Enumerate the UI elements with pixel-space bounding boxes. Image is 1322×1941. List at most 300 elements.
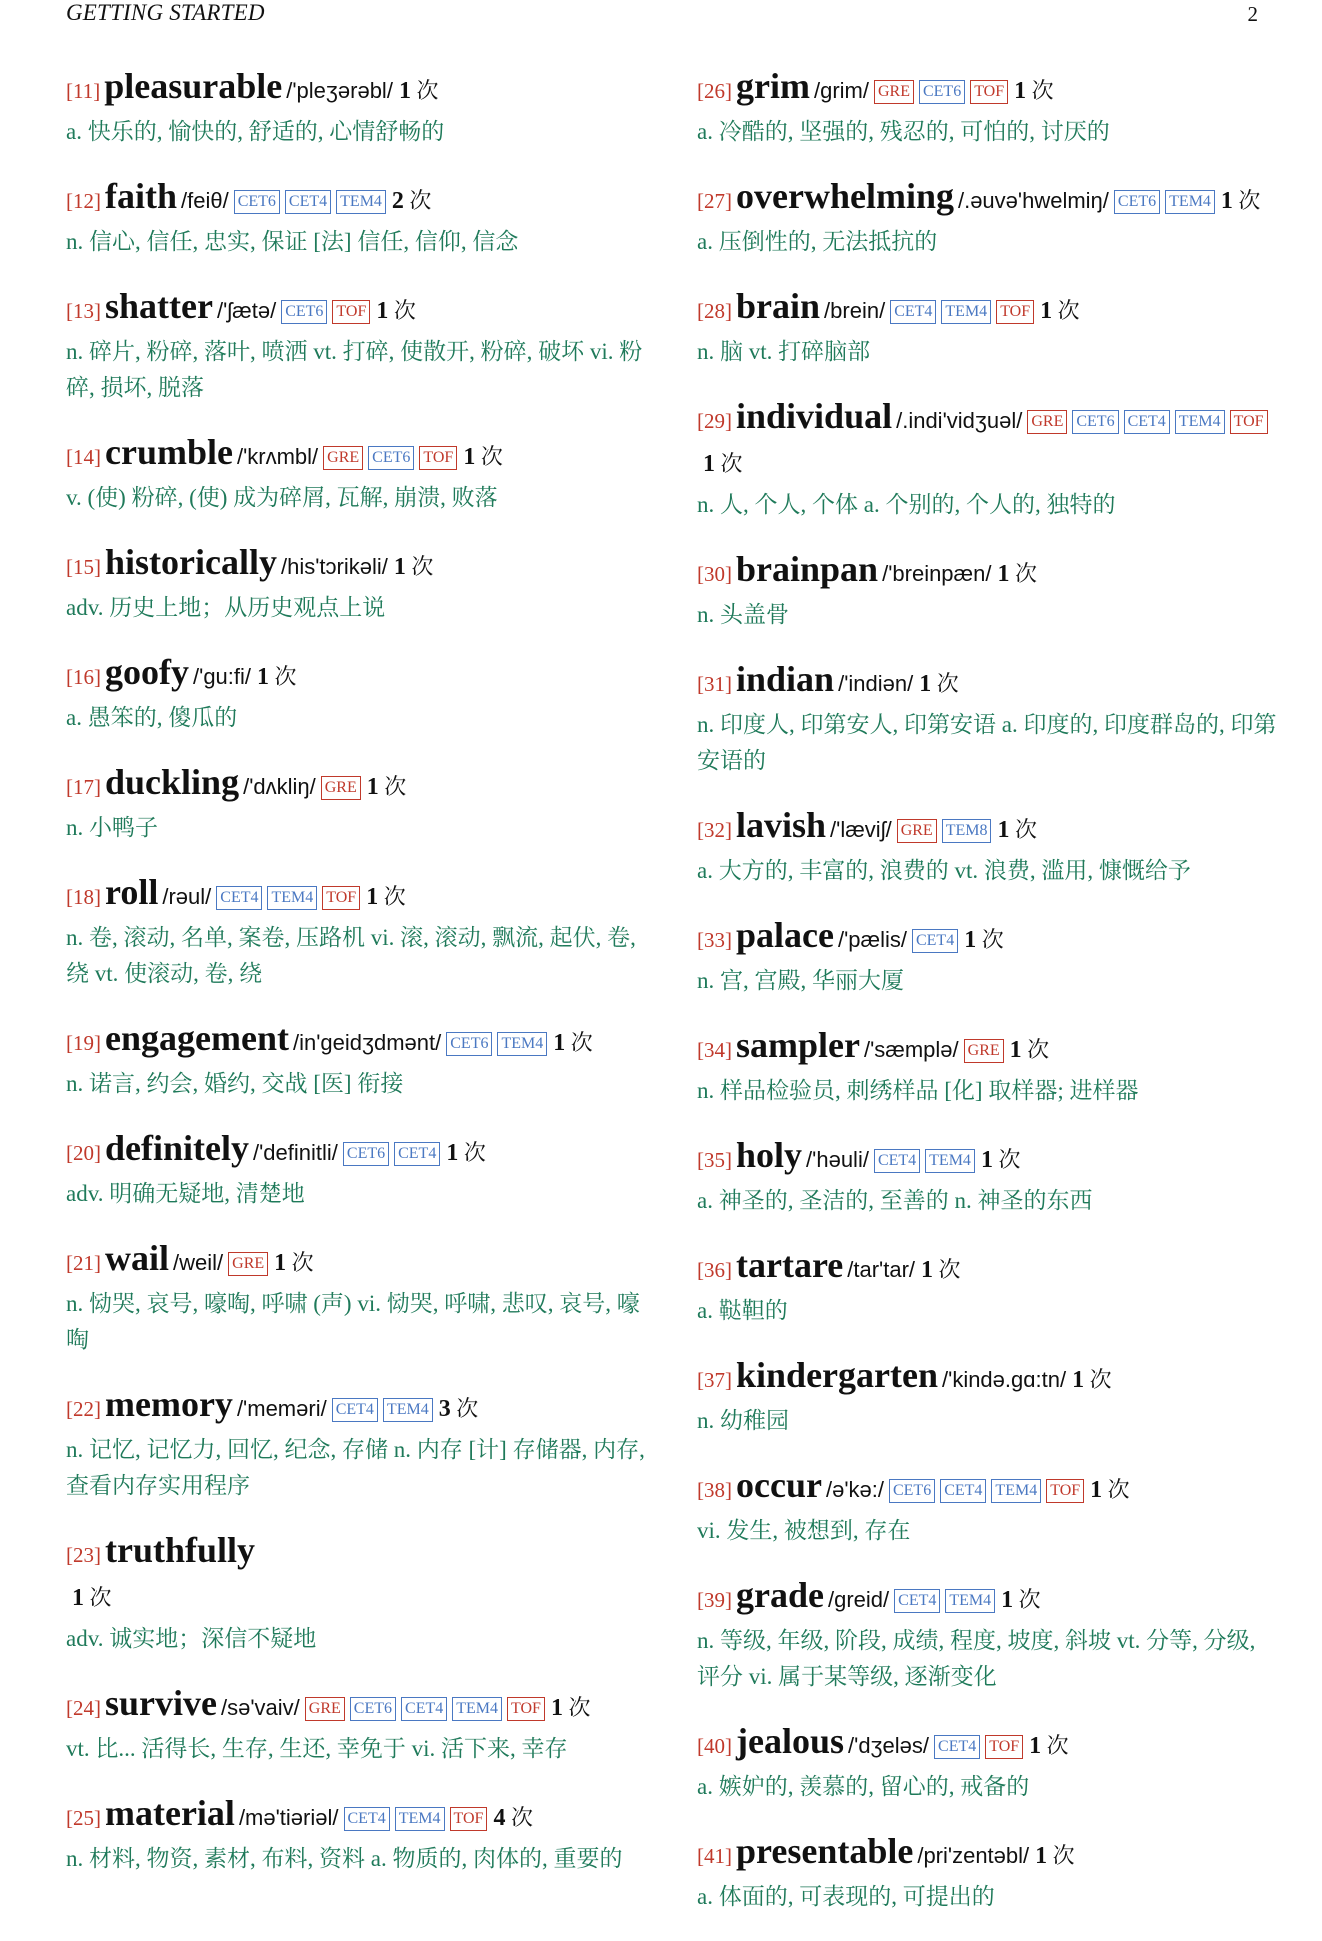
count-unit: 次 bbox=[1238, 188, 1261, 213]
vocab-entry bbox=[66, 1238, 646, 1358]
count-number: 1 bbox=[964, 927, 977, 953]
entry-number: [18] bbox=[66, 885, 101, 909]
headword: occur bbox=[736, 1465, 822, 1505]
pronunciation: /'dʒeləs/ bbox=[848, 1733, 930, 1758]
count-number: 1 bbox=[398, 78, 411, 104]
vocab-entry bbox=[66, 66, 646, 150]
exam-tag: TEM4 bbox=[383, 1398, 433, 1422]
definition: n. 样品检验员, 刺绣样品 [化] 取样器; 进样器 bbox=[697, 1078, 1139, 1103]
headword: historically bbox=[105, 542, 277, 582]
entry-headline bbox=[66, 432, 646, 480]
frequency-count bbox=[446, 1140, 486, 1165]
definition: adv. 明确无疑地, 清楚地 bbox=[66, 1181, 305, 1206]
headword: jealous bbox=[736, 1721, 844, 1761]
definition: n. 恸哭, 哀号, 嚎啕, 呼啸 (声) vi. 恸哭, 呼啸, 悲叹, 哀号, 嚎啕 bbox=[66, 1291, 640, 1352]
exam-tag: TOF bbox=[450, 1807, 488, 1831]
definition: adv. 诚实地；深信不疑地 bbox=[66, 1626, 317, 1651]
exam-tag: CET6 bbox=[1114, 190, 1160, 214]
definition: n. 宫, 宫殿, 华丽大厦 bbox=[697, 968, 904, 993]
frequency-count bbox=[493, 1805, 533, 1830]
pronunciation: /'krʌmbl/ bbox=[236, 444, 319, 469]
entry-headline bbox=[66, 286, 646, 334]
exam-tag: CET6 bbox=[281, 300, 327, 324]
definition: n. 人, 个人, 个体 a. 个别的, 个人的, 独特的 bbox=[697, 492, 1116, 517]
exam-tag: CET4 bbox=[285, 190, 331, 214]
count-number: 1 bbox=[1001, 1587, 1014, 1613]
count-number: 1 bbox=[550, 1695, 563, 1721]
pronunciation: /his'tɔrikəli/ bbox=[280, 554, 388, 579]
frequency-count bbox=[964, 927, 1004, 952]
headword: definitely bbox=[105, 1128, 249, 1168]
frequency-count bbox=[1035, 1843, 1075, 1868]
headword: material bbox=[105, 1793, 235, 1833]
definition: n. 印度人, 印第安人, 印第安语 a. 印度的, 印度群岛的, 印第安语的 bbox=[697, 712, 1277, 773]
exam-tag: TOF bbox=[332, 300, 370, 324]
entry-number: [26] bbox=[697, 79, 732, 103]
pronunciation: /feiθ/ bbox=[181, 188, 229, 213]
headword: goofy bbox=[105, 652, 189, 692]
right-column bbox=[697, 66, 1277, 1941]
entry-number: [31] bbox=[697, 672, 732, 696]
count-unit: 次 bbox=[1027, 1037, 1050, 1062]
definition: a. 压倒性的, 无法抵抗的 bbox=[697, 229, 938, 254]
definition: a. 快乐的, 愉快的, 舒适的, 心情舒畅的 bbox=[66, 119, 445, 144]
entry-number: [39] bbox=[697, 1588, 732, 1612]
headword: lavish bbox=[736, 805, 827, 845]
entry-headline bbox=[66, 652, 646, 700]
pronunciation: /rəul/ bbox=[162, 884, 212, 909]
entry-number: [15] bbox=[66, 555, 101, 579]
frequency-count bbox=[274, 1250, 314, 1275]
pronunciation: /weil/ bbox=[173, 1250, 224, 1275]
exam-tag: TOF bbox=[322, 886, 360, 910]
frequency-count bbox=[921, 1257, 961, 1282]
entry-headline bbox=[697, 549, 1277, 597]
entry-headline bbox=[697, 805, 1277, 853]
entry-headline bbox=[697, 286, 1277, 334]
exam-tag: CET6 bbox=[343, 1142, 389, 1166]
pronunciation: /greid/ bbox=[827, 1587, 890, 1612]
count-unit: 次 bbox=[1046, 1733, 1069, 1758]
count-number: 1 bbox=[1035, 1843, 1048, 1869]
headword: duckling bbox=[105, 762, 240, 802]
frequency-count bbox=[439, 1396, 479, 1421]
pronunciation: /'læviʃ/ bbox=[830, 817, 892, 842]
headword: roll bbox=[105, 872, 159, 912]
pronunciation: /ə'kə:/ bbox=[825, 1477, 884, 1502]
entry-headline bbox=[697, 1025, 1277, 1073]
vocab-entry bbox=[697, 286, 1277, 370]
headword: truthfully bbox=[105, 1530, 256, 1570]
definition: n. 诺言, 约会, 婚约, 交战 [医] 衔接 bbox=[66, 1071, 404, 1096]
entry-number: [25] bbox=[66, 1806, 101, 1830]
count-unit: 次 bbox=[274, 664, 297, 689]
headword: grim bbox=[736, 66, 810, 106]
running-title: GETTING STARTED bbox=[66, 0, 265, 25]
pronunciation: /'dʌkliŋ/ bbox=[243, 774, 316, 799]
entry-headline bbox=[66, 1683, 646, 1731]
count-unit: 次 bbox=[384, 774, 407, 799]
page-number: 2 bbox=[1247, 2, 1258, 26]
count-unit: 次 bbox=[1107, 1477, 1130, 1502]
vocab-entry bbox=[66, 1530, 646, 1657]
entry-number: [33] bbox=[697, 928, 732, 952]
headword: holy bbox=[736, 1135, 803, 1175]
exam-tag: CET6 bbox=[368, 446, 414, 470]
entry-number: [30] bbox=[697, 562, 732, 586]
pronunciation: /pri'zentəbl/ bbox=[917, 1843, 1030, 1868]
vocab-entry bbox=[697, 549, 1277, 633]
count-unit: 次 bbox=[570, 1030, 593, 1055]
entry-number: [41] bbox=[697, 1844, 732, 1868]
definition: a. 大方的, 丰富的, 浪费的 vt. 浪费, 滥用, 慷慨给予 bbox=[697, 858, 1191, 883]
exam-tag: CET4 bbox=[332, 1398, 378, 1422]
frequency-count bbox=[257, 664, 297, 689]
definition: n. 信心, 信任, 忠实, 保证 [法] 信任, 信仰, 信念 bbox=[66, 229, 519, 254]
exam-tag: TOF bbox=[985, 1735, 1023, 1759]
frequency-count bbox=[1040, 298, 1080, 323]
definition: v. (使) 粉碎, (使) 成为碎屑, 瓦解, 崩溃, 败落 bbox=[66, 485, 498, 510]
exam-tag: CET4 bbox=[894, 1589, 940, 1613]
entry-number: [22] bbox=[66, 1397, 101, 1421]
exam-tag: GRE bbox=[964, 1039, 1004, 1063]
pronunciation: /'indiən/ bbox=[838, 671, 914, 696]
frequency-count bbox=[399, 78, 439, 103]
definition: n. 碎片, 粉碎, 落叶, 喷洒 vt. 打碎, 使散开, 粉碎, 破坏 vi. 粉碎, 损坏, 脱落 bbox=[66, 339, 643, 400]
entry-headline bbox=[697, 396, 1277, 487]
vocab-entry bbox=[697, 1025, 1277, 1109]
definition: vi. 发生, 被想到, 存在 bbox=[697, 1518, 911, 1543]
frequency-count bbox=[463, 444, 503, 469]
entry-headline bbox=[697, 1721, 1277, 1769]
entry-number: [21] bbox=[66, 1251, 101, 1275]
count-number: 4 bbox=[493, 1805, 506, 1831]
entry-number: [27] bbox=[697, 189, 732, 213]
exam-tag: CET4 bbox=[890, 300, 936, 324]
exam-tag: CET6 bbox=[446, 1032, 492, 1056]
definition: n. 材料, 物资, 素材, 布料, 资料 a. 物质的, 肉体的, 重要的 bbox=[66, 1846, 623, 1871]
count-number: 1 bbox=[393, 554, 406, 580]
frequency-count bbox=[551, 1695, 591, 1720]
count-number: 1 bbox=[463, 444, 476, 470]
headword: overwhelming bbox=[736, 176, 954, 216]
definition: n. 小鸭子 bbox=[66, 815, 158, 840]
pronunciation: /'breinpæn/ bbox=[882, 561, 992, 586]
entry-number: [38] bbox=[697, 1478, 732, 1502]
entry-headline bbox=[66, 542, 646, 590]
entry-number: [20] bbox=[66, 1141, 101, 1165]
exam-tag: GRE bbox=[897, 819, 937, 843]
definition: a. 鞑靼的 bbox=[697, 1298, 788, 1323]
count-unit: 次 bbox=[938, 1257, 961, 1282]
headword: brain bbox=[736, 286, 821, 326]
pronunciation: /mə'tiəriəl/ bbox=[238, 1805, 339, 1830]
pronunciation: /'meməri/ bbox=[236, 1396, 327, 1421]
pronunciation: /sə'vaiv/ bbox=[221, 1695, 300, 1720]
vocab-entry bbox=[66, 762, 646, 846]
frequency-count bbox=[1001, 1587, 1041, 1612]
entry-headline bbox=[66, 66, 646, 114]
count-unit: 次 bbox=[568, 1695, 591, 1720]
pronunciation: /'sæmplə/ bbox=[863, 1037, 959, 1062]
exam-tag: CET4 bbox=[934, 1735, 980, 1759]
entry-headline bbox=[66, 762, 646, 810]
vocab-entry bbox=[697, 915, 1277, 999]
frequency-count bbox=[1014, 78, 1054, 103]
exam-tag: CET6 bbox=[889, 1479, 935, 1503]
entry-number: [16] bbox=[66, 665, 101, 689]
headword: crumble bbox=[105, 432, 233, 472]
definition: n. 幼稚园 bbox=[697, 1408, 789, 1433]
definition: a. 冷酷的, 坚强的, 残忍的, 可怕的, 讨厌的 bbox=[697, 119, 1110, 144]
exam-tag: CET4 bbox=[401, 1697, 447, 1721]
frequency-count bbox=[72, 1585, 112, 1610]
exam-tag: CET4 bbox=[344, 1807, 390, 1831]
headword: indian bbox=[736, 659, 835, 699]
frequency-count bbox=[997, 817, 1037, 842]
pronunciation: /in'geidʒdmənt/ bbox=[292, 1030, 442, 1055]
count-unit: 次 bbox=[720, 451, 743, 476]
entry-number: [37] bbox=[697, 1368, 732, 1392]
frequency-count bbox=[553, 1030, 593, 1055]
entry-number: [34] bbox=[697, 1038, 732, 1062]
frequency-count bbox=[1010, 1037, 1050, 1062]
frequency-count bbox=[703, 451, 743, 476]
frequency-count bbox=[997, 561, 1037, 586]
entry-number: [11] bbox=[66, 79, 101, 103]
pronunciation: /'pælis/ bbox=[837, 927, 907, 952]
frequency-count bbox=[1072, 1367, 1112, 1392]
vocab-entry bbox=[66, 542, 646, 626]
left-column bbox=[66, 66, 646, 1903]
entry-headline bbox=[697, 1831, 1277, 1879]
count-number: 1 bbox=[446, 1140, 459, 1166]
entry-headline bbox=[66, 872, 646, 920]
entry-headline bbox=[697, 66, 1277, 114]
headword: faith bbox=[105, 176, 177, 216]
vocab-entry bbox=[66, 432, 646, 516]
entry-number: [36] bbox=[697, 1258, 732, 1282]
vocab-entry bbox=[697, 1245, 1277, 1329]
count-number: 1 bbox=[553, 1030, 566, 1056]
count-number: 1 bbox=[1072, 1367, 1085, 1393]
entry-headline bbox=[66, 1530, 646, 1621]
count-number: 1 bbox=[919, 671, 932, 697]
entry-headline bbox=[66, 1018, 646, 1066]
headword: shatter bbox=[105, 286, 213, 326]
count-unit: 次 bbox=[1018, 1587, 1041, 1612]
exam-tag: TEM4 bbox=[925, 1149, 975, 1173]
entry-number: [32] bbox=[697, 818, 732, 842]
count-number: 1 bbox=[257, 664, 270, 690]
exam-tag: TEM4 bbox=[1165, 190, 1215, 214]
pronunciation: /tar'tar/ bbox=[847, 1257, 916, 1282]
exam-tag: TOF bbox=[1046, 1479, 1084, 1503]
vocab-entry bbox=[66, 1683, 646, 1767]
exam-tag: GRE bbox=[323, 446, 363, 470]
count-number: 1 bbox=[1014, 78, 1027, 104]
count-unit: 次 bbox=[291, 1250, 314, 1275]
entry-number: [19] bbox=[66, 1031, 101, 1055]
exam-tag: TEM4 bbox=[945, 1589, 995, 1613]
exam-tag: CET4 bbox=[1124, 410, 1170, 434]
entry-number: [23] bbox=[66, 1543, 101, 1567]
count-number: 1 bbox=[274, 1250, 287, 1276]
exam-tag: GRE bbox=[305, 1697, 345, 1721]
headword: brainpan bbox=[736, 549, 879, 589]
headword: sampler bbox=[736, 1025, 860, 1065]
vocab-entry bbox=[66, 1793, 646, 1877]
vocab-entry bbox=[697, 1575, 1277, 1695]
count-number: 1 bbox=[703, 451, 715, 477]
entry-number: [12] bbox=[66, 189, 101, 213]
definition: n. 头盖骨 bbox=[697, 602, 789, 627]
vocab-entry bbox=[697, 1135, 1277, 1219]
entry-number: [29] bbox=[697, 409, 732, 433]
headword: engagement bbox=[105, 1018, 289, 1058]
entry-number: [17] bbox=[66, 775, 101, 799]
entry-number: [14] bbox=[66, 445, 101, 469]
definition: a. 神圣的, 圣洁的, 至善的 n. 神圣的东西 bbox=[697, 1188, 1093, 1213]
exam-tag: CET4 bbox=[912, 929, 958, 953]
count-unit: 次 bbox=[416, 78, 439, 103]
exam-tag: CET6 bbox=[919, 80, 965, 104]
exam-tag: CET4 bbox=[394, 1142, 440, 1166]
entry-headline bbox=[66, 1384, 646, 1432]
vocab-entry bbox=[66, 286, 646, 406]
count-number: 1 bbox=[997, 817, 1010, 843]
count-unit: 次 bbox=[981, 927, 1004, 952]
entry-number: [24] bbox=[66, 1696, 101, 1720]
exam-tag: TEM4 bbox=[395, 1807, 445, 1831]
headword: kindergarten bbox=[736, 1355, 938, 1395]
entry-headline bbox=[697, 1355, 1277, 1403]
count-unit: 次 bbox=[89, 1585, 112, 1610]
pronunciation: /.əuvə'hwelmiŋ/ bbox=[957, 188, 1109, 213]
exam-tag: TOF bbox=[507, 1697, 545, 1721]
exam-tag: CET6 bbox=[350, 1697, 396, 1721]
frequency-count bbox=[981, 1147, 1021, 1172]
count-unit: 次 bbox=[480, 444, 503, 469]
definition: a. 愚笨的, 傻瓜的 bbox=[66, 705, 238, 730]
count-number: 1 bbox=[1040, 298, 1053, 324]
entry-number: [35] bbox=[697, 1148, 732, 1172]
headword: memory bbox=[105, 1384, 233, 1424]
count-unit: 次 bbox=[510, 1805, 533, 1830]
vocab-entry bbox=[697, 1721, 1277, 1805]
exam-tag: TEM4 bbox=[452, 1697, 502, 1721]
exam-tag: CET6 bbox=[1072, 410, 1118, 434]
page-header bbox=[66, 0, 1258, 28]
headword: palace bbox=[736, 915, 834, 955]
headword: survive bbox=[105, 1683, 217, 1723]
vocab-entry bbox=[697, 805, 1277, 889]
count-unit: 次 bbox=[1052, 1843, 1075, 1868]
count-number: 1 bbox=[1009, 1037, 1022, 1063]
headword: grade bbox=[736, 1575, 824, 1615]
exam-tag: GRE bbox=[321, 776, 361, 800]
pronunciation: /'pleʒərəbl/ bbox=[286, 78, 393, 103]
definition: n. 记忆, 记忆力, 回忆, 纪念, 存储 n. 内存 [计] 存储器, 内存, 查看内存实用程序 bbox=[66, 1437, 645, 1498]
vocab-entry bbox=[697, 1831, 1277, 1915]
pronunciation: /'ʃætə/ bbox=[216, 298, 277, 323]
headword: tartare bbox=[736, 1245, 844, 1285]
count-number: 1 bbox=[980, 1147, 993, 1173]
pronunciation: /'kində.gɑ:tn/ bbox=[942, 1367, 1067, 1392]
frequency-count bbox=[919, 671, 959, 696]
count-number: 1 bbox=[1029, 1733, 1042, 1759]
frequency-count bbox=[1221, 188, 1261, 213]
count-number: 1 bbox=[72, 1585, 84, 1611]
headword: pleasurable bbox=[104, 66, 283, 106]
exam-tag: GRE bbox=[1027, 410, 1067, 434]
entry-headline bbox=[697, 1575, 1277, 1623]
exam-tag: CET4 bbox=[874, 1149, 920, 1173]
exam-tag: TEM4 bbox=[991, 1479, 1041, 1503]
frequency-count bbox=[394, 554, 434, 579]
count-number: 1 bbox=[997, 561, 1010, 587]
vocab-entry bbox=[66, 872, 646, 992]
count-number: 1 bbox=[376, 298, 389, 324]
pronunciation: /'həuli/ bbox=[806, 1147, 869, 1172]
frequency-count bbox=[1029, 1733, 1069, 1758]
vocab-entry bbox=[697, 176, 1277, 260]
count-number: 1 bbox=[366, 884, 379, 910]
exam-tag: TOF bbox=[970, 80, 1008, 104]
vocab-entry bbox=[66, 1128, 646, 1212]
exam-tag: CET4 bbox=[216, 886, 262, 910]
definition: n. 脑 vt. 打碎脑部 bbox=[697, 339, 871, 364]
exam-tag: TEM4 bbox=[267, 886, 317, 910]
frequency-count bbox=[1090, 1477, 1130, 1502]
vocab-entry bbox=[66, 1384, 646, 1504]
pronunciation: /brein/ bbox=[824, 298, 886, 323]
entry-headline bbox=[66, 1238, 646, 1286]
count-number: 1 bbox=[1090, 1477, 1103, 1503]
vocab-entry bbox=[66, 652, 646, 736]
pronunciation: /grim/ bbox=[813, 78, 869, 103]
frequency-count bbox=[392, 188, 432, 213]
exam-tag: TEM4 bbox=[336, 190, 386, 214]
vocab-entry bbox=[66, 176, 646, 260]
definition: a. 嫉妒的, 羡慕的, 留心的, 戒备的 bbox=[697, 1774, 1030, 1799]
exam-tag: CET6 bbox=[234, 190, 280, 214]
entry-headline bbox=[697, 659, 1277, 707]
count-unit: 次 bbox=[1031, 78, 1054, 103]
exam-tag: TEM4 bbox=[1175, 410, 1225, 434]
exam-tag: TOF bbox=[996, 300, 1034, 324]
definition: vt. 比... 活得长, 生存, 生还, 幸免于 vi. 活下来, 幸存 bbox=[66, 1736, 568, 1761]
exam-tag: GRE bbox=[228, 1252, 268, 1276]
exam-tag: CET4 bbox=[940, 1479, 986, 1503]
count-unit: 次 bbox=[998, 1147, 1021, 1172]
count-unit: 次 bbox=[463, 1140, 486, 1165]
count-number: 3 bbox=[438, 1396, 451, 1422]
headword: wail bbox=[105, 1238, 170, 1278]
pronunciation: /'gu:fi/ bbox=[193, 664, 252, 689]
exam-tag: TEM4 bbox=[941, 300, 991, 324]
pronunciation: /'definitli/ bbox=[252, 1140, 338, 1165]
count-unit: 次 bbox=[383, 884, 406, 909]
exam-tag: TOF bbox=[419, 446, 457, 470]
entry-number: [13] bbox=[66, 299, 101, 323]
entry-headline bbox=[697, 1465, 1277, 1513]
vocab-entry bbox=[697, 396, 1277, 523]
vocab-entry bbox=[66, 1018, 646, 1102]
frequency-count bbox=[366, 884, 406, 909]
entry-number: [28] bbox=[697, 299, 732, 323]
exam-tag: GRE bbox=[874, 80, 914, 104]
